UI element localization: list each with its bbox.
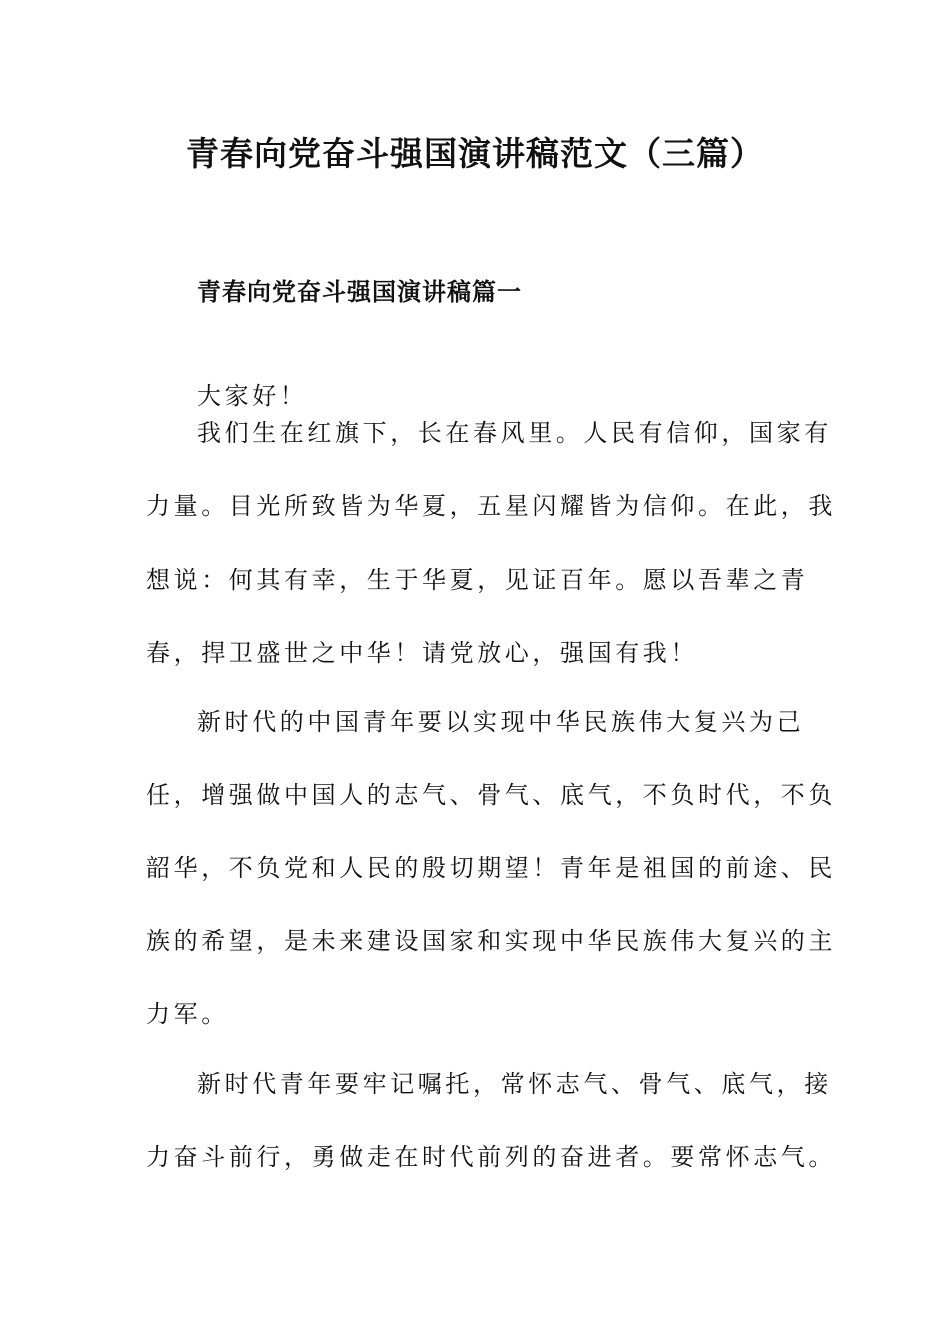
paragraph-line: 任，增强做中国人的志气、骨气、底气，不负时代，不负 xyxy=(146,781,836,809)
section-heading: 青春向党奋斗强国演讲稿篇一 xyxy=(197,277,522,306)
paragraph-line: 力量。目光所致皆为华夏，五星闪耀皆为信仰。在此，我 xyxy=(146,492,836,520)
paragraph-line: 新时代青年要牢记嘱托，常怀志气、骨气、底气，接 xyxy=(197,1070,832,1098)
paragraph-line: 族的希望，是未来建设国家和实现中华民族伟大复兴的主 xyxy=(146,927,836,955)
paragraph-line: 想说：何其有幸，生于华夏，见证百年。愿以吾辈之青 xyxy=(146,566,809,594)
paragraph-line: 力奋斗前行，勇做走在时代前列的奋进者。要常怀志气。 xyxy=(146,1143,836,1171)
paragraph-line: 力军。 xyxy=(146,1000,229,1028)
paragraph-line: 春，捍卫盛世之中华！请党放心，强国有我！ xyxy=(146,639,698,667)
paragraph-line: 新时代的中国青年要以实现中华民族伟大复兴为己 xyxy=(197,708,805,736)
paragraph-line: 大家好！ xyxy=(197,382,308,410)
paragraph-line: 我们生在红旗下，长在春风里。人民有信仰，国家有 xyxy=(197,419,832,447)
document-title: 青春向党奋斗强国演讲稿范文（三篇） xyxy=(186,134,764,173)
paragraph-line: 韶华，不负党和人民的殷切期望！青年是祖国的前途、民 xyxy=(146,854,836,882)
